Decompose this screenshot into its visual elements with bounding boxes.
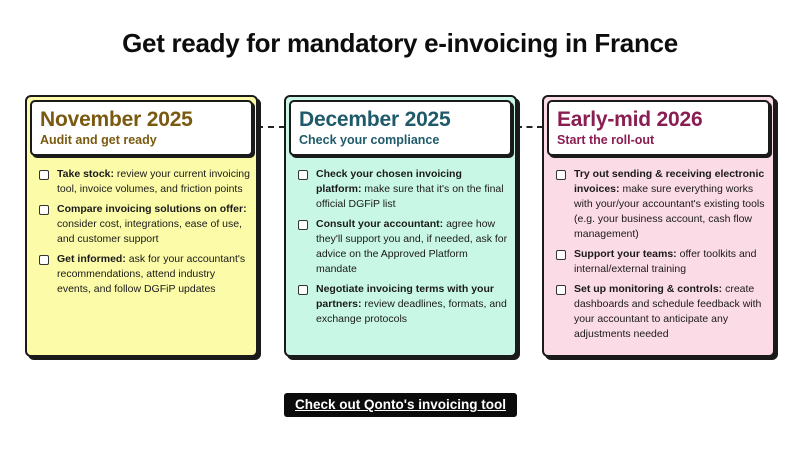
checklist xyxy=(298,167,510,332)
page-title: Get ready for mandatory e-invoicing in France xyxy=(122,28,678,58)
item-heading: Try out sending & receiving electronic invoices: xyxy=(574,168,765,195)
card-header xyxy=(30,100,253,156)
item-text: offer toolkits and internal/external training xyxy=(574,248,757,275)
checklist-item xyxy=(39,252,251,297)
checkbox[interactable] xyxy=(556,170,566,180)
checkbox[interactable] xyxy=(298,285,308,295)
checkbox[interactable] xyxy=(298,170,308,180)
item-text: create dashboards and schedule feedback with your accountant to anticipate any adjustments needed xyxy=(574,283,762,340)
checklist-item xyxy=(556,247,768,277)
timeline-card-early-mid-2026 xyxy=(542,95,775,357)
card-subtitle: Start the roll-out xyxy=(557,133,655,147)
card-date: November 2025 xyxy=(40,108,193,131)
dashed-connector xyxy=(516,126,543,128)
item-heading: Check your chosen invoicing platform: xyxy=(316,168,462,195)
item-text: consider cost, integrations, ease of use, and customer support xyxy=(57,218,243,245)
checkbox[interactable] xyxy=(39,205,49,215)
checklist-item xyxy=(298,167,510,212)
checkbox[interactable] xyxy=(298,220,308,230)
checklist-item xyxy=(556,282,768,342)
checkbox[interactable] xyxy=(556,285,566,295)
checkbox[interactable] xyxy=(556,250,566,260)
card-date: Early-mid 2026 xyxy=(557,108,703,131)
item-heading: Consult your accountant: xyxy=(316,218,444,230)
checklist-item xyxy=(39,167,251,197)
item-text: ask for your accountant's recommendations, attend industry events, and follow DGFiP updates xyxy=(57,253,246,295)
item-heading: Get informed: xyxy=(57,253,126,265)
item-heading: Support your teams: xyxy=(574,248,677,260)
card-subtitle: Audit and get ready xyxy=(40,133,157,147)
item-text: make sure that it's on the final official DGFiP list xyxy=(316,183,504,210)
dashed-connector xyxy=(257,126,285,128)
item-text: make sure everything works with your/your accountant's existing tools (e.g. your business account, cash flow management) xyxy=(574,183,765,240)
item-text: agree how they'll support you and, if needed, ask for advice on the Approved Platform mandate xyxy=(316,218,508,275)
item-heading: Compare invoicing solutions on offer: xyxy=(57,203,247,215)
checkbox[interactable] xyxy=(39,255,49,265)
timeline-card-november-2025 xyxy=(25,95,258,357)
checklist-item xyxy=(556,167,768,242)
checklist-item xyxy=(39,202,251,247)
item-heading: Negotiate invoicing terms with your partners: xyxy=(316,283,494,310)
checkbox[interactable] xyxy=(39,170,49,180)
item-text: review deadlines, formats, and exchange protocols xyxy=(316,298,507,325)
card-header xyxy=(547,100,770,156)
checklist xyxy=(39,167,251,302)
item-heading: Take stock: xyxy=(57,168,114,180)
checklist-item xyxy=(298,282,510,327)
card-date: December 2025 xyxy=(299,108,451,131)
card-subtitle: Check your compliance xyxy=(299,133,440,147)
timeline-card-december-2025 xyxy=(284,95,517,357)
checklist-item xyxy=(298,217,510,277)
item-text: review your current invoicing tool, invoice volumes, and friction points xyxy=(57,168,250,195)
checklist xyxy=(556,167,768,347)
card-header xyxy=(289,100,512,156)
item-heading: Set up monitoring & controls: xyxy=(574,283,723,295)
invoicing-tool-link-button[interactable]: Check out Qonto's invoicing tool xyxy=(284,393,517,417)
